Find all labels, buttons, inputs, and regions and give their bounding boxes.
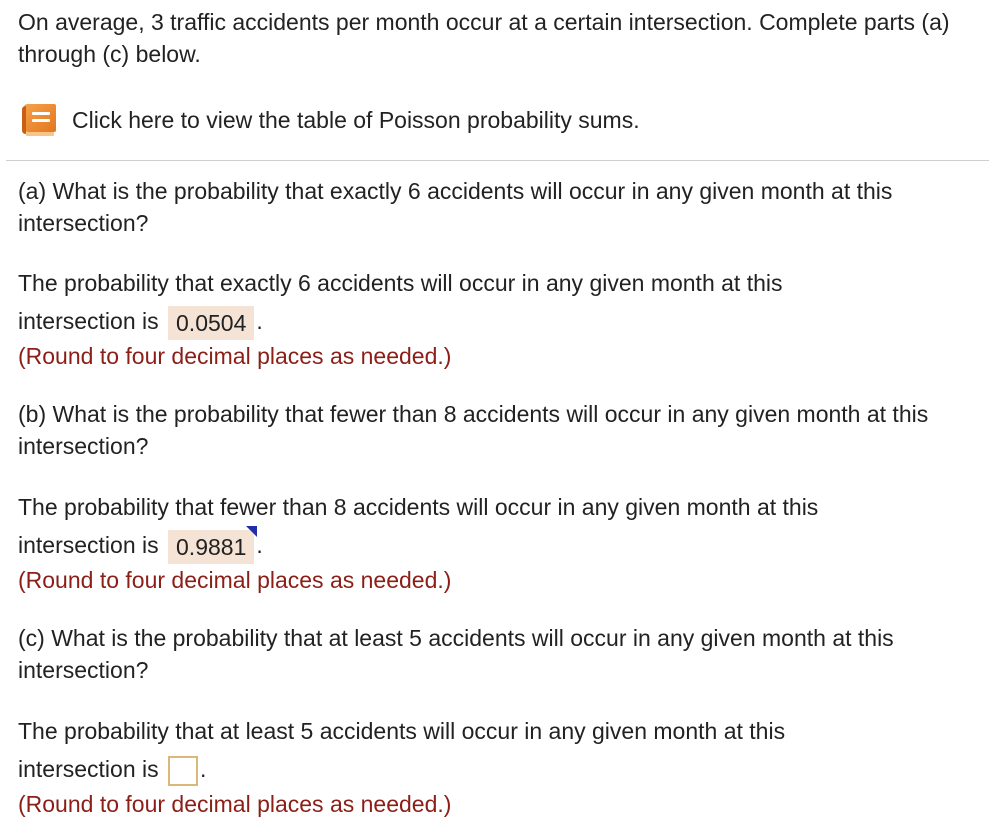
part-b — [18, 398, 983, 462]
part-b-hint: (Round to four decimal places as needed.) — [18, 567, 452, 593]
part-c-answer-period: . — [200, 756, 207, 782]
part-c-answer-text-line2 — [18, 750, 983, 788]
part-a-answer-label: intersection is — [18, 308, 159, 334]
part-b-answer-field[interactable]: 0.9881 — [168, 530, 254, 564]
part-a-hint: (Round to four decimal places as needed.) — [18, 343, 452, 369]
part-a-answer-text-line1: The probability that exactly 6 accidents will occur in any given month at this — [18, 270, 783, 296]
part-c-answer-text-line1: The probability that at least 5 accidents will occur in any given month at this — [18, 718, 786, 744]
problem-statement: On average, 3 traffic accidents per month occur at a certain intersection. Complete parts (a) through (c) below. — [18, 9, 950, 67]
part-a-answer-field[interactable]: 0.0504 — [168, 306, 254, 340]
part-c — [18, 622, 983, 686]
part-b-answer — [18, 488, 983, 596]
section-divider — [6, 160, 989, 161]
part-a — [18, 175, 983, 239]
part-c-answer — [18, 712, 983, 820]
part-b-answer-label: intersection is — [18, 532, 159, 558]
part-c-answer-field[interactable] — [168, 756, 198, 786]
part-a-answer — [18, 264, 983, 372]
part-b-question: (b) What is the probability that fewer than 8 accidents will occur in any given month at this intersection? — [18, 401, 929, 459]
part-b-answer-text-line1: The probability that fewer than 8 accidents will occur in any given month at this — [18, 494, 819, 520]
part-a-answer-text-line2 — [18, 302, 983, 340]
book-icon — [18, 102, 58, 138]
poisson-table-link-text[interactable]: Click here to view the table of Poisson probability sums. — [72, 107, 640, 133]
part-c-hint: (Round to four decimal places as needed.) — [18, 791, 452, 817]
part-a-answer-period: . — [256, 308, 263, 334]
part-b-answer-period: . — [256, 532, 263, 558]
poisson-table-link[interactable] — [18, 102, 640, 138]
part-a-question: (a) What is the probability that exactly 6 accidents will occur in any given month at this intersection? — [18, 178, 893, 236]
part-c-question: (c) What is the probability that at least 5 accidents will occur in any given month at this intersection? — [18, 625, 894, 683]
part-c-answer-label: intersection is — [18, 756, 159, 782]
part-b-answer-text-line2 — [18, 526, 983, 564]
